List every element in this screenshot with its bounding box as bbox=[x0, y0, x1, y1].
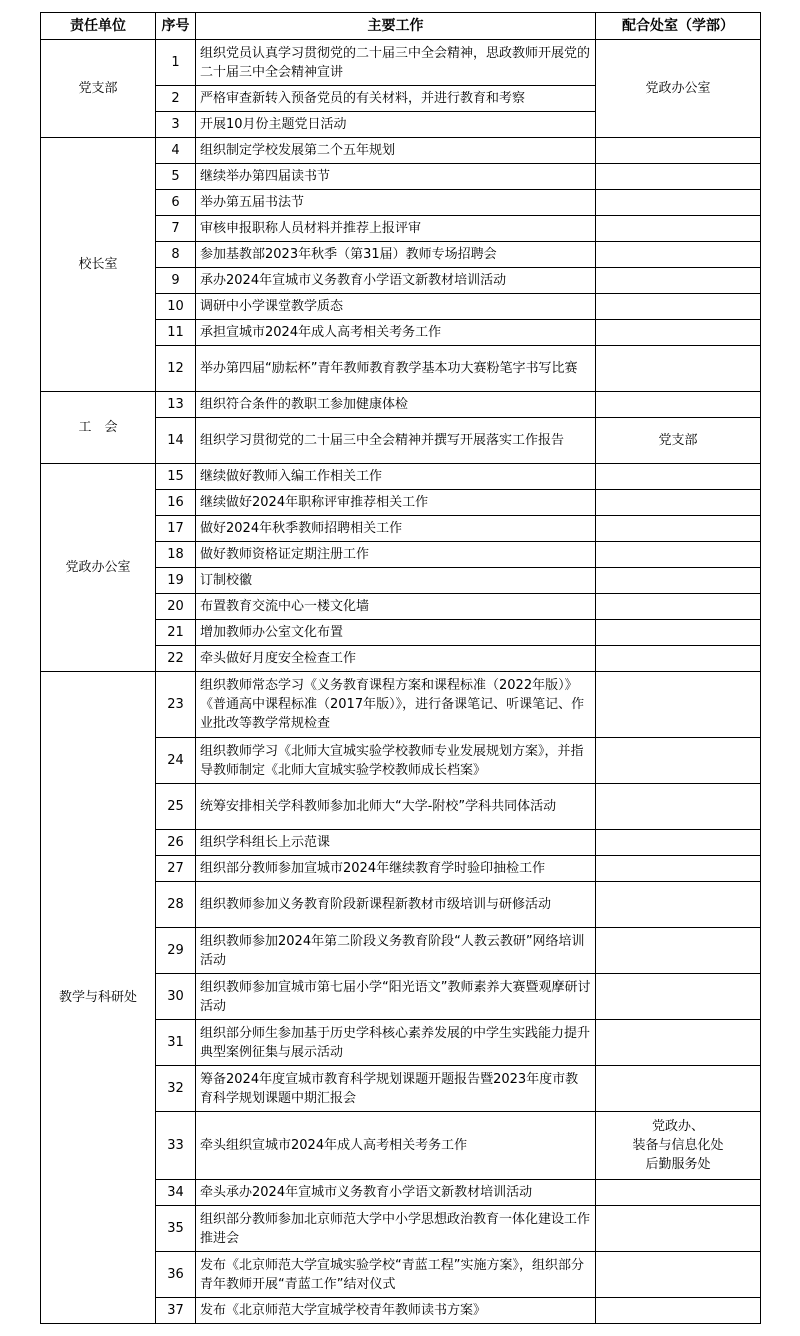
task-cell: 组织教师参加义务教育阶段新课程新教材市级培训与研修活动 bbox=[196, 882, 596, 928]
coop-cell bbox=[596, 620, 761, 646]
coop-cell bbox=[596, 516, 761, 542]
task-cell: 组织教师参加宣城市第七届小学“阳光语文”教师素养大赛暨观摩研讨活动 bbox=[196, 974, 596, 1020]
coop-cell bbox=[596, 974, 761, 1020]
coop-cell bbox=[596, 672, 761, 738]
row-number: 25 bbox=[156, 784, 196, 830]
task-cell: 严格审查新转入预备党员的有关材料，并进行教育和考察 bbox=[196, 86, 596, 112]
row-number: 31 bbox=[156, 1020, 196, 1066]
coop-cell bbox=[596, 784, 761, 830]
task-cell: 调研中小学课堂教学质态 bbox=[196, 294, 596, 320]
task-cell: 组织部分教师参加宣城市2024年继续教育学时验印抽检工作 bbox=[196, 856, 596, 882]
coop-cell bbox=[596, 294, 761, 320]
work-plan-table bbox=[40, 12, 761, 1324]
unit-cell: 教学与科研处 bbox=[41, 672, 156, 1324]
coop-cell: 党支部 bbox=[596, 418, 761, 464]
row-number: 1 bbox=[156, 40, 196, 86]
row-number: 16 bbox=[156, 490, 196, 516]
row-number: 9 bbox=[156, 268, 196, 294]
row-number: 6 bbox=[156, 190, 196, 216]
row-number: 28 bbox=[156, 882, 196, 928]
row-number: 13 bbox=[156, 392, 196, 418]
row-number: 27 bbox=[156, 856, 196, 882]
coop-cell bbox=[596, 242, 761, 268]
coop-cell bbox=[596, 1298, 761, 1324]
coop-cell bbox=[596, 320, 761, 346]
unit-cell: 党政办公室 bbox=[41, 464, 156, 672]
coop-cell bbox=[596, 568, 761, 594]
row-number: 19 bbox=[156, 568, 196, 594]
task-cell: 举办第四届“励耘杯”青年教师教育教学基本功大赛粉笔字书写比赛 bbox=[196, 346, 596, 392]
row-number: 7 bbox=[156, 216, 196, 242]
unit-cell: 党支部 bbox=[41, 40, 156, 138]
coop-cell bbox=[596, 138, 761, 164]
coop-cell bbox=[596, 1180, 761, 1206]
table-row bbox=[41, 392, 761, 418]
row-number: 29 bbox=[156, 928, 196, 974]
task-cell: 牵头做好月度安全检查工作 bbox=[196, 646, 596, 672]
task-cell: 继续做好教师入编工作相关工作 bbox=[196, 464, 596, 490]
task-cell: 发布《北京师范大学宣城实验学校“青蓝工程”实施方案》，组织部分青年教师开展“青蓝工作”结对仪式 bbox=[196, 1252, 596, 1298]
table-header-row bbox=[41, 13, 761, 40]
coop-cell bbox=[596, 464, 761, 490]
table-row bbox=[41, 464, 761, 490]
row-number: 37 bbox=[156, 1298, 196, 1324]
row-number: 3 bbox=[156, 112, 196, 138]
coop-cell bbox=[596, 738, 761, 784]
row-number: 18 bbox=[156, 542, 196, 568]
coop-cell bbox=[596, 1066, 761, 1112]
row-number: 26 bbox=[156, 830, 196, 856]
coop-cell bbox=[596, 594, 761, 620]
row-number: 30 bbox=[156, 974, 196, 1020]
coop-cell bbox=[596, 216, 761, 242]
task-cell: 筹备2024年度宣城市教育科学规划课题开题报告暨2023年度市教育科学规划课题中期汇报会 bbox=[196, 1066, 596, 1112]
row-number: 21 bbox=[156, 620, 196, 646]
row-number: 23 bbox=[156, 672, 196, 738]
row-number: 4 bbox=[156, 138, 196, 164]
task-cell: 统筹安排相关学科教师参加北师大“大学-附校”学科共同体活动 bbox=[196, 784, 596, 830]
coop-cell bbox=[596, 542, 761, 568]
coop-cell bbox=[596, 646, 761, 672]
row-number: 8 bbox=[156, 242, 196, 268]
coop-cell bbox=[596, 164, 761, 190]
task-cell: 继续举办第四届读书节 bbox=[196, 164, 596, 190]
task-cell: 组织学科组长上示范课 bbox=[196, 830, 596, 856]
row-number: 12 bbox=[156, 346, 196, 392]
coop-cell bbox=[596, 1206, 761, 1252]
task-cell: 做好2024年秋季教师招聘相关工作 bbox=[196, 516, 596, 542]
task-cell: 组织部分教师参加北京师范大学中小学思想政治教育一体化建设工作推进会 bbox=[196, 1206, 596, 1252]
row-number: 36 bbox=[156, 1252, 196, 1298]
header-coop: 配合处室（学部） bbox=[596, 13, 761, 40]
task-cell: 组织学习贯彻党的二十届三中全会精神并撰写开展落实工作报告 bbox=[196, 418, 596, 464]
coop-cell bbox=[596, 346, 761, 392]
task-cell: 组织制定学校发展第二个五年规划 bbox=[196, 138, 596, 164]
row-number: 33 bbox=[156, 1112, 196, 1180]
header-unit: 责任单位 bbox=[41, 13, 156, 40]
task-cell: 增加教师办公室文化布置 bbox=[196, 620, 596, 646]
task-cell: 牵头组织宣城市2024年成人高考相关考务工作 bbox=[196, 1112, 596, 1180]
row-number: 35 bbox=[156, 1206, 196, 1252]
row-number: 5 bbox=[156, 164, 196, 190]
row-number: 14 bbox=[156, 418, 196, 464]
task-cell: 组织党员认真学习贯彻党的二十届三中全会精神，思政教师开展党的二十届三中全会精神宣讲 bbox=[196, 40, 596, 86]
row-number: 10 bbox=[156, 294, 196, 320]
unit-cell: 工 会 bbox=[41, 392, 156, 464]
task-cell: 牵头承办2024年宣城市义务教育小学语文新教材培训活动 bbox=[196, 1180, 596, 1206]
coop-cell bbox=[596, 882, 761, 928]
header-num: 序号 bbox=[156, 13, 196, 40]
table-row bbox=[41, 40, 761, 86]
unit-cell: 校长室 bbox=[41, 138, 156, 392]
row-number: 11 bbox=[156, 320, 196, 346]
row-number: 24 bbox=[156, 738, 196, 784]
coop-cell bbox=[596, 490, 761, 516]
table-row bbox=[41, 138, 761, 164]
task-cell: 做好教师资格证定期注册工作 bbox=[196, 542, 596, 568]
task-cell: 布置教育交流中心一楼文化墙 bbox=[196, 594, 596, 620]
header-task: 主要工作 bbox=[196, 13, 596, 40]
coop-cell bbox=[596, 268, 761, 294]
row-number: 32 bbox=[156, 1066, 196, 1112]
coop-cell bbox=[596, 1252, 761, 1298]
task-cell: 举办第五届书法节 bbox=[196, 190, 596, 216]
task-cell: 组织教师学习《北师大宣城实验学校教师专业发展规划方案》，并指导教师制定《北师大宣城实验学校教师成长档案》 bbox=[196, 738, 596, 784]
row-number: 2 bbox=[156, 86, 196, 112]
task-cell: 发布《北京师范大学宣城学校青年教师读书方案》 bbox=[196, 1298, 596, 1324]
coop-cell bbox=[596, 190, 761, 216]
row-number: 15 bbox=[156, 464, 196, 490]
table-row bbox=[41, 672, 761, 738]
task-cell: 组织教师常态学习《义务教育课程方案和课程标准（2022年版）》《普通高中课程标准（2017年版）》，进行备课笔记、听课笔记、作业批改等教学常规检查 bbox=[196, 672, 596, 738]
task-cell: 参加基教部2023年秋季（第31届）教师专场招聘会 bbox=[196, 242, 596, 268]
row-number: 20 bbox=[156, 594, 196, 620]
task-cell: 组织教师参加2024年第二阶段义务教育阶段“人教云教研”网络培训活动 bbox=[196, 928, 596, 974]
task-cell: 继续做好2024年职称评审推荐相关工作 bbox=[196, 490, 596, 516]
coop-cell bbox=[596, 392, 761, 418]
coop-cell bbox=[596, 856, 761, 882]
coop-cell bbox=[596, 1020, 761, 1066]
coop-cell bbox=[596, 830, 761, 856]
coop-cell bbox=[596, 928, 761, 974]
row-number: 34 bbox=[156, 1180, 196, 1206]
task-cell: 承担宣城市2024年成人高考相关考务工作 bbox=[196, 320, 596, 346]
task-cell: 组织部分师生参加基于历史学科核心素养发展的中学生实践能力提升典型案例征集与展示活动 bbox=[196, 1020, 596, 1066]
task-cell: 开展10月份主题党日活动 bbox=[196, 112, 596, 138]
task-cell: 承办2024年宣城市义务教育小学语文新教材培训活动 bbox=[196, 268, 596, 294]
task-cell: 订制校徽 bbox=[196, 568, 596, 594]
coop-cell: 党政办公室 bbox=[596, 40, 761, 138]
row-number: 22 bbox=[156, 646, 196, 672]
row-number: 17 bbox=[156, 516, 196, 542]
task-cell: 审核申报职称人员材料并推荐上报评审 bbox=[196, 216, 596, 242]
task-cell: 组织符合条件的教职工参加健康体检 bbox=[196, 392, 596, 418]
coop-cell: 党政办、 装备与信息化处 后勤服务处 bbox=[596, 1112, 761, 1180]
